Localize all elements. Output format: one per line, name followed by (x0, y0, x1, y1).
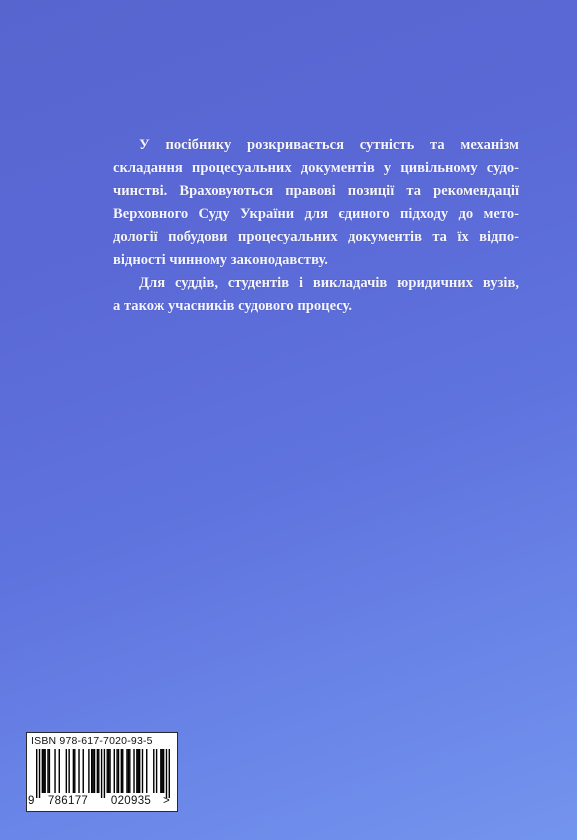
barcode-bar (83, 749, 84, 793)
barcode-bar (163, 749, 164, 793)
blurb-line: відності чинному законодавству. (113, 252, 328, 268)
barcode-bar (118, 749, 119, 793)
barcode-bar (47, 749, 48, 793)
blurb-line: складання процесуальних документів у цивільному судо- (113, 160, 519, 176)
ean-right-group: 020935 (110, 795, 152, 807)
barcode-bar (39, 749, 40, 798)
barcode-bar (142, 749, 143, 793)
barcode-bar (160, 749, 161, 793)
barcode-bar (122, 749, 123, 793)
blurb-line: а також учасників судового процесу. (113, 298, 352, 314)
barcode-bar (114, 749, 115, 793)
isbn-label: ISBN 978-617-7020-93-5 (31, 735, 153, 747)
cover-blurb (87, 134, 519, 318)
blurb-line: Для суддів, студентів і викладачів юридичних вузів, (139, 275, 519, 291)
barcode-bar (59, 749, 60, 793)
ean-quiet-arrow: > (163, 795, 171, 807)
barcode-bar (74, 749, 75, 793)
barcode-bar (129, 749, 130, 793)
barcode-bar (91, 749, 92, 793)
barcode-bar (42, 749, 43, 793)
barcode-bar (66, 749, 67, 793)
barcode-bar (156, 749, 157, 793)
barcode-bar (78, 749, 79, 793)
barcode-bar (54, 749, 55, 793)
barcode-bar (162, 749, 163, 793)
ean-first-digit: 9 (28, 795, 35, 807)
blurb-line: Верховного Суду України для єдиного підходу до мето- (113, 206, 519, 222)
barcode-bar (139, 749, 140, 793)
blurb-line: чинстві. Враховуються правові позиції та рекомендації (113, 183, 519, 199)
barcode-bar (128, 749, 129, 793)
barcode-bar (136, 749, 137, 793)
barcode-bar (108, 749, 109, 793)
barcode-bar (68, 749, 69, 793)
barcode-bar (169, 749, 170, 798)
barcode-bar (94, 749, 95, 793)
blurb-line: дології побудови процесуальних документів та їх відпо- (113, 229, 519, 245)
barcode-icon (36, 749, 170, 798)
barcode-bar (104, 749, 105, 798)
ean-digits (28, 795, 176, 807)
blurb-paragraph-1 (87, 134, 519, 272)
barcode-bar (49, 749, 50, 793)
barcode-bar (133, 749, 134, 793)
blurb-line: У посібнику розкривається сутність та механізм (139, 137, 519, 153)
barcode-bar (138, 749, 139, 793)
barcode-bar (88, 749, 89, 793)
barcode-bar (98, 749, 99, 793)
barcode-bar (92, 749, 93, 793)
barcode-bar (153, 749, 154, 793)
barcode-bar (97, 749, 98, 793)
barcode-bar (36, 749, 37, 798)
barcode-bar (107, 749, 108, 793)
barcode-bar (121, 749, 122, 793)
barcode-bar (43, 749, 44, 793)
barcode-bar (73, 749, 74, 793)
blurb-paragraph-2 (87, 272, 519, 318)
barcode-bar (126, 749, 127, 793)
barcode-bar (166, 749, 167, 798)
barcode-bar (44, 749, 45, 793)
isbn-barcode-box (26, 732, 178, 812)
barcode-bar (146, 749, 147, 793)
barcode-bar (109, 749, 110, 793)
ean-left-group: 786177 (47, 795, 89, 807)
barcode-bar (101, 749, 102, 798)
barcode-bar (116, 749, 117, 793)
